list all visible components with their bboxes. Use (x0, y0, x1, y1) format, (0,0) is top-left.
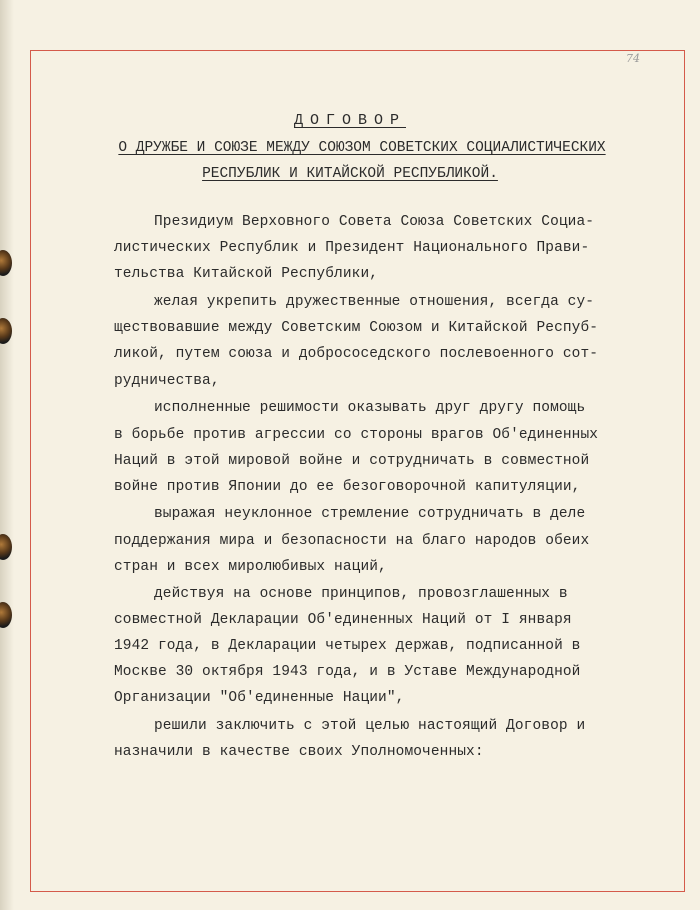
body-text-line: решили заключить с этой целью настоящий Договор и (154, 718, 586, 734)
body-text-line: тельства Китайской Республики, (114, 266, 379, 282)
body-text-line: поддержания мира и безопасности на благо народов обеих (114, 533, 590, 549)
body-text-line: 1942 года, в Декларации четырех держав, подписанной в (114, 638, 581, 654)
body-text-line: назначили в качестве своих Уполномоченных: (114, 744, 484, 760)
body-text-line: действуя на основе принципов, провозглашенных в (154, 586, 568, 602)
body-text-line: Москве 30 октября 1943 года, и в Уставе Международной (114, 664, 581, 680)
body-text-line: стран и всех миролюбивых наций, (114, 559, 387, 575)
body-text-line: совместной Декларации Об'единенных Наций от I января (114, 612, 572, 628)
body-text-line: ликой, путем союза и добрососедского послевоенного сот- (114, 346, 599, 362)
body-text-line: Президиум Верховного Совета Союза Советских Социа- (154, 214, 595, 230)
document-title: ДОГОВОР (293, 112, 406, 129)
page-edge-shadow (0, 0, 14, 910)
body-text-line: в борьбе против агрессии со стороны врагов Об'единенных (114, 427, 599, 443)
document-subtitle-line: РЕСПУБЛИК И КИТАЙСКОЙ РЕСПУБЛИКОЙ. (202, 166, 498, 182)
body-text-line: Наций в этой мировой войне и сотрудничать в совместной (114, 453, 590, 469)
body-text-line: листических Республик и Президент Национального Прави- (114, 240, 590, 256)
body-text-line: войне против Японии до ее безоговорочной капитуляции, (114, 479, 581, 495)
document-subtitle-line: О ДРУЖБЕ И СОЮЗЕ МЕЖДУ СОЮЗОМ СОВЕТСКИХ СОЦИАЛИСТИЧЕСКИХ (118, 140, 606, 156)
body-text-line: исполненные решимости оказывать друг другу помощь (154, 400, 586, 416)
body-text-line: Организации "Об'единенные Нации", (114, 690, 405, 706)
page-number: 74 (626, 52, 640, 65)
body-text-line: ществовавшие между Советским Союзом и Китайской Респуб- (114, 320, 599, 336)
body-text-line: выражая неуклонное стремление сотрудничать в деле (154, 506, 586, 522)
body-text-line: рудничества, (114, 373, 220, 389)
body-text-line: желая укрепить дружественные отношения, всегда су- (154, 294, 595, 310)
